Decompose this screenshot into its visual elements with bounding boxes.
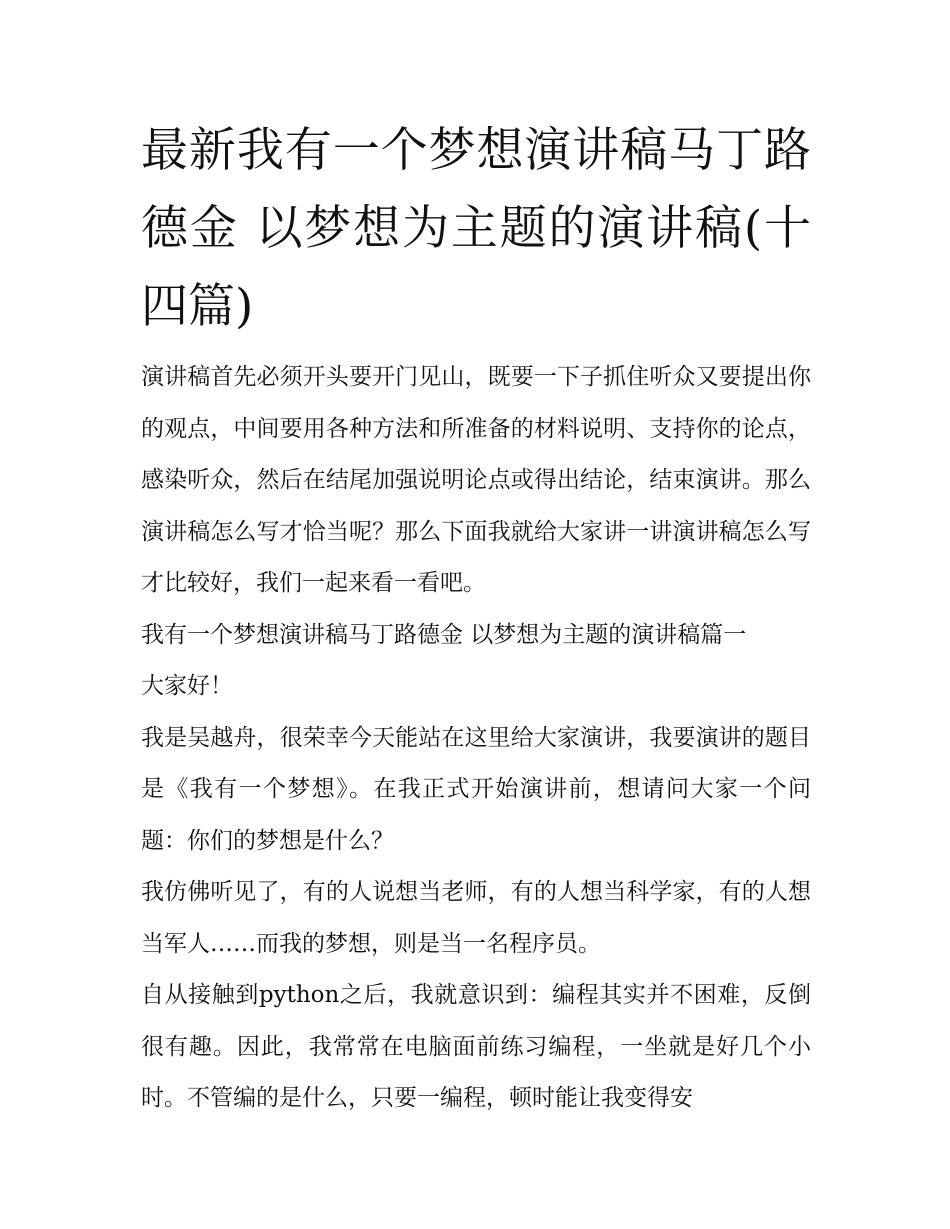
document-body [141, 112, 811, 1125]
paragraph-dreams: 我仿佛听见了，有的人说想当老师，有的人想当科学家，有的人想当军人……而我的梦想，则是当一名程序员。 [141, 879, 811, 957]
paragraph-python: 自从接触到python之后，我就意识到：编程其实并不困难，反倒很有趣。因此，我常常在电脑面前练习编程，一坐就是好几个小时。不管编的是什么，只要一编程，顿时能让我变得安 [141, 982, 811, 1111]
paragraph-self-intro: 我是吴越舟，很荣幸今天能站在这里给大家演讲，我要演讲的题目是《我有一个梦想》。在我正式开始演讲前，想请问大家一个问题：你们的梦想是什么？ [141, 724, 811, 854]
paragraph-greeting: 大家好！ [141, 673, 233, 699]
paragraph-section-heading: 我有一个梦想演讲稿马丁路德金 以梦想为主题的演讲稿篇一 [141, 621, 747, 648]
document-title: 最新我有一个梦想演讲稿马丁路德金 以梦想为主题的演讲稿(十四篇) [141, 123, 811, 334]
paragraph-intro: 演讲稿首先必须开头要开门见山，既要一下子抓住听众又要提出你的观点，中间要用各种方法和所准备的材料说明、支持你的论点，感染听众，然后在结尾加强说明论点或得出结论，结束演讲。那么演讲稿怎么写才恰当呢？那么下面我就给大家讲一讲演讲稿怎么写才比较好，我们一起来看一看吧。 [141, 364, 811, 596]
